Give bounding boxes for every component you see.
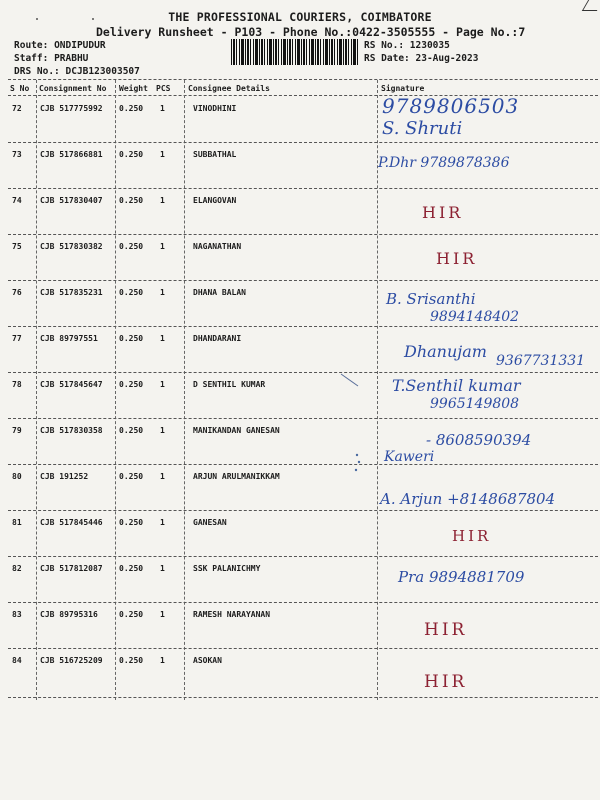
consignee-cell: D SENTHIL KUMAR [193,380,266,389]
pcs-cell: 1 [160,610,165,619]
table-row [0,652,600,698]
consignee-cell: ELANGOVAN [193,196,237,205]
weight-cell: 0.250 [119,104,144,113]
consignment-cell: CJB 517830407 [40,196,103,205]
consignment-cell: CJB 517775992 [40,104,103,113]
stray-pen-mark [340,372,360,388]
consignee-cell: ASOKAN [193,656,222,665]
sno-cell: 73 [12,150,22,159]
consignee-cell: DHANA BALAN [193,288,246,297]
row-rule [8,464,598,465]
weight-cell: 0.250 [119,334,144,343]
rs-date-label: RS Date: [364,53,410,64]
column-header-pcs: PCS [156,84,171,93]
consignment-cell: CJB 89797551 [40,334,98,343]
row-rule [8,510,598,511]
sno-cell: 79 [12,426,22,435]
consignment-cell: CJB 517830382 [40,242,103,251]
drs-value: DCJB123003507 [65,66,140,77]
sno-cell: 82 [12,564,22,573]
weight-cell: 0.250 [119,196,144,205]
weight-cell: 0.250 [119,150,144,159]
pcs-cell: 1 [160,656,165,665]
consignment-cell: CJB 516725209 [40,656,103,665]
consignment-cell: CJB 517830358 [40,426,103,435]
row-rule [8,142,598,143]
signature: P.Dhr 9789878386 [378,155,510,171]
pcs-cell: 1 [160,564,165,573]
company-title: THE PROFESSIONAL COURIERS, COIMBATORE [168,10,432,24]
row-rule [8,326,598,327]
sno-cell: 81 [12,518,22,527]
route-label: Route: [14,40,49,51]
table-row [0,146,600,192]
drs-line [14,66,140,77]
row-rule [8,556,598,557]
weight-cell: 0.250 [119,518,144,527]
sno-cell: 84 [12,656,22,665]
sno-cell: 78 [12,380,22,389]
signature: Kaweri [384,449,435,465]
weight-cell: 0.250 [119,610,144,619]
column-header-weight: Weight [119,84,148,93]
staff-label: Staff: [14,53,49,64]
weight-cell: 0.250 [119,288,144,297]
signature: Dhanujam [404,342,487,361]
signature: T.Senthil kumar [392,376,521,395]
consignee-cell: GANESAN [193,518,227,527]
barcode [231,39,359,65]
column-header-consignee: Consignee Details [188,84,270,93]
consignment-cell: CJB 89795316 [40,610,98,619]
rs-no-line [364,40,450,51]
sno-cell: 74 [12,196,22,205]
row-rule [8,234,598,235]
signature-phone: 9894148402 [430,309,520,325]
consignment-cell: CJB 517845446 [40,518,103,527]
signature-hir: HIR [452,527,492,545]
sno-cell: 80 [12,472,22,481]
signature-phone: 9789806503 [382,94,520,118]
pcs-cell: 1 [160,518,165,527]
sno-cell: 77 [12,334,22,343]
rs-no-label: RS No.: [364,40,405,51]
signature: A. Arjun +8148687804 [380,490,556,508]
consignment-cell: CJB 517845647 [40,380,103,389]
pcs-cell: 1 [160,472,165,481]
signature: B. Srisanthi [386,290,476,308]
table-bottom-rule [8,697,598,698]
signature-phone: 9965149808 [430,396,520,412]
signature-hir: HIR [436,249,478,268]
row-rule [8,602,598,603]
runsheet-subtitle: Delivery Runsheet - P103 - Phone No.:0422-3505555 - Page No.:7 [96,25,526,39]
table-row [0,192,600,238]
signature: S. Shruti [382,118,463,139]
rs-date-value: 23-Aug-2023 [415,53,479,64]
drs-label: DRS No.: [14,66,60,77]
weight-cell: 0.250 [119,564,144,573]
signature-hir: HIR [424,620,468,640]
sno-cell: 72 [12,104,22,113]
table-row [0,606,600,652]
column-header-signature: Signature [381,84,425,93]
row-rule [8,418,598,419]
weight-cell: 0.250 [119,242,144,251]
consignee-cell: NAGANATHAN [193,242,242,251]
rs-no-value: 1230035 [409,40,450,51]
signature: Pra 9894881709 [398,568,525,586]
column-header-sno: S No [10,84,30,93]
pcs-cell: 1 [160,242,165,251]
pcs-cell: 1 [160,196,165,205]
row-rule [8,188,598,189]
consignee-cell: SSK PALANICHMY [193,564,261,573]
consignee-cell: RAMESH NARAYANAN [193,610,271,619]
signature-hir: HIR [424,672,468,692]
signature-phone: 9367731331 [496,353,586,369]
weight-cell: 0.250 [119,656,144,665]
consignment-cell: CJB 517835231 [40,288,103,297]
sno-cell: 75 [12,242,22,251]
sno-cell: 76 [12,288,22,297]
stray-pen-dots [352,452,364,474]
weight-cell: 0.250 [119,472,144,481]
consignee-cell: ARJUN ARULMANIKKAM [193,472,280,481]
consignee-cell: DHANDARANI [193,334,242,343]
pcs-cell: 1 [160,150,165,159]
consignee-cell: MANIKANDAN GANESAN [193,426,280,435]
column-header-consignment: Consignment No [39,84,107,93]
signature-phone: - 8608590394 [426,431,532,449]
consignee-cell: SUBBATHAL [193,150,237,159]
route-line [14,40,106,51]
route-value: ONDIPUDUR [54,40,106,51]
table-row [0,514,600,560]
signature-hir: HIR [422,203,464,222]
rs-date-line [364,53,478,64]
consignee-cell: VINODHINI [193,104,237,113]
staff-value: PRABHU [54,53,89,64]
consignment-cell: CJB 517866881 [40,150,103,159]
weight-cell: 0.250 [119,426,144,435]
pcs-cell: 1 [160,104,165,113]
row-rule [8,648,598,649]
pcs-cell: 1 [160,334,165,343]
sno-cell: 83 [12,610,22,619]
pcs-cell: 1 [160,380,165,389]
weight-cell: 0.250 [119,380,144,389]
table-row [0,238,600,284]
table-top-rule [8,79,598,80]
consignment-cell: CJB 191252 [40,472,89,481]
row-rule [8,280,598,281]
pcs-cell: 1 [160,288,165,297]
consignment-cell: CJB 517812087 [40,564,103,573]
pcs-cell: 1 [160,426,165,435]
staff-line [14,53,88,64]
row-rule [8,372,598,373]
